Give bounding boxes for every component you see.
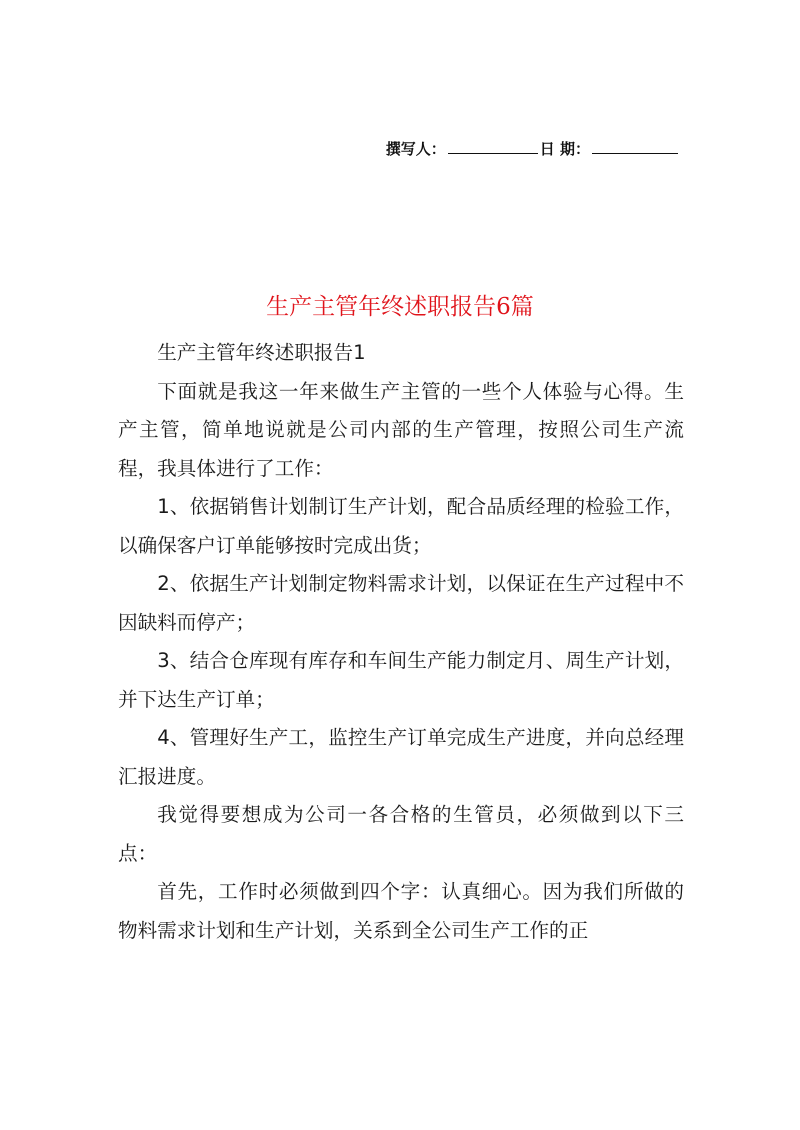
date-label: 日 期： xyxy=(539,140,590,158)
paragraph: 我觉得要想成为公司一各合格的生管员，必须做到以下三点： xyxy=(118,803,684,865)
document-title: 生产主管年终述职报告6篇 xyxy=(266,294,534,320)
paragraph: 下面就是我这一年来做生产主管的一些个人体验与心得。生产主管，简单地说就是公司内部的生产管理，按照公司生产流程，我具体进行了工作： xyxy=(118,379,684,480)
paragraph: 3、结合仓库现有库存和车间生产能力制定月、周生产计划，并下达生产订单； xyxy=(118,649,684,711)
paragraph: 首先，工作时必须做到四个字：认真细心。因为我们所做的物料需求计划和生产计划，关系到全公司生产工作的正 xyxy=(118,880,684,942)
paragraph: 2、依据生产计划制定物料需求计划，以保证在生产过程中不因缺料而停产； xyxy=(118,572,684,634)
section-heading: 生产主管年终述职报告1 xyxy=(157,341,366,364)
date-blank-line xyxy=(592,136,678,154)
byline xyxy=(386,136,680,161)
document-body xyxy=(118,334,684,950)
paragraph: 4、管理好生产工，监控生产订单完成生产进度，并向总经理汇报进度。 xyxy=(118,726,684,788)
author-label: 撰写人： xyxy=(385,140,446,158)
author-blank-line xyxy=(448,136,538,154)
paragraph: 1、依据销售计划制订生产计划，配合品质经理的检验工作，以确保客户订单能够按时完成出货； xyxy=(118,495,684,557)
